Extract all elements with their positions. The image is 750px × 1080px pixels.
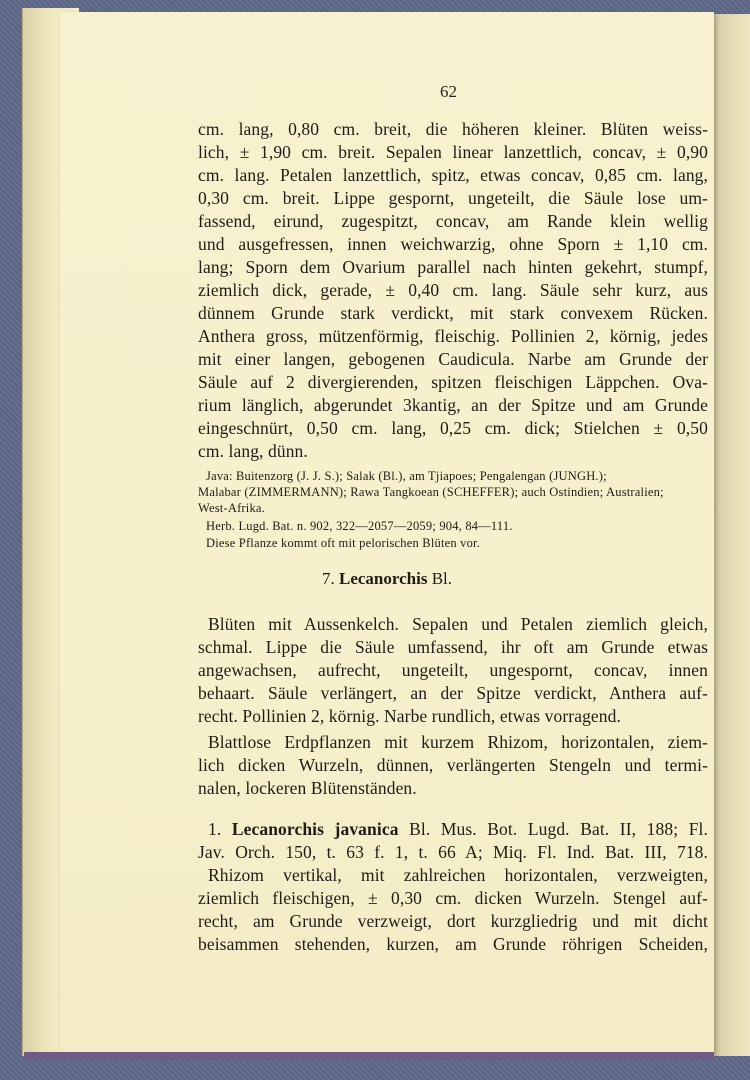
text-line: cm. lang. Petalen lanzettlich, spitz, etwas concav, 0,85 cm. lang, bbox=[198, 165, 708, 185]
herbarium-note: Herb. Lugd. Bat. n. 902, 322—2057—2059; 904, 84—111. bbox=[206, 519, 513, 533]
text-line: lich dicken Wurzeln, dünnen, verlängerten Stengeln und termi- bbox=[198, 755, 708, 775]
text-line: cm. lang, dünn. bbox=[198, 441, 308, 461]
text-line: dünnem Grunde stark verdickt, mit stark convexem Rücken. bbox=[198, 303, 708, 323]
text-line: Jav. Orch. 150, t. 63 f. 1, t. 66 A; Miq. Fl. Ind. Bat. III, 718. bbox=[198, 842, 708, 862]
page-number: 62 bbox=[440, 82, 457, 101]
species-number: 1. bbox=[208, 819, 232, 839]
text-line: und ausgefressen, innen weichwarzig, ohne Sporn ± 1,10 cm. bbox=[198, 234, 708, 254]
locality-note: Malabar (ZIMMERMANN); Rawa Tangkoean (SCHEFFER); auch Ostindien; Australien; bbox=[198, 485, 664, 499]
genus-author: Bl. bbox=[431, 569, 453, 588]
species-heading-line bbox=[208, 818, 708, 840]
text-line: ziemlich dick, gerade, ± 0,40 cm. lang. Säule sehr kurz, aus bbox=[198, 280, 708, 300]
genus-heading bbox=[0, 569, 750, 589]
locality-note: West-Afrika. bbox=[198, 501, 265, 515]
text-line: rium länglich, abgerundet 3kantig, an der Spitze und am Grunde bbox=[198, 395, 708, 415]
text-line: cm. lang, 0,80 cm. breit, die höheren kleiner. Blüten weiss- bbox=[198, 119, 708, 139]
genus-number: 7. bbox=[321, 569, 339, 588]
text-line: 0,30 cm. breit. Lippe gespornt, ungeteilt, die Säule lose um- bbox=[198, 188, 708, 208]
text-line: nalen, lockeren Blütenständen. bbox=[198, 778, 417, 798]
text-line: lang; Sporn dem Ovarium parallel nach hinten gekehrt, stumpf, bbox=[198, 257, 708, 277]
text-line: lich, ± 1,90 cm. breit. Sepalen linear lanzettlich, concav, ± 0,90 bbox=[198, 142, 708, 162]
locality-note: Java: Buitenzorg (J. J. S.); Salak (Bl.), am Tjiapoes; Pengalengan (JUNGH.); bbox=[206, 469, 607, 483]
text-line: angewachsen, aufrecht, ungeteilt, ungespornt, concav, innen bbox=[198, 660, 708, 680]
text-line: Anthera gross, mützenförmig, fleischig. Pollinien 2, körnig, jedes bbox=[198, 326, 708, 346]
text-line: fassend, eirund, zugespitzt, concav, am Rande klein wellig bbox=[198, 211, 708, 231]
text-line: behaart. Säule verlängert, an der Spitze verdickt, Anthera auf- bbox=[198, 683, 708, 703]
remark-note: Diese Pflanze kommt oft mit pelorischen Blüten vor. bbox=[206, 536, 481, 550]
page-bottom-edge bbox=[24, 1052, 714, 1060]
text-line: schmal. Lippe die Säule umfassend, ihr oft am Grunde etwas bbox=[198, 637, 708, 657]
species-reference: Bl. Mus. Bot. Lugd. Bat. II, 188; Fl. bbox=[409, 819, 708, 839]
text-line: mit einer langen, gebogenen Caudicula. Narbe am Grunde der bbox=[198, 349, 708, 369]
text-line: Säule auf 2 divergierenden, spitzen fleischigen Läppchen. Ova- bbox=[198, 372, 708, 392]
text-line: recht, am Grunde verzweigt, dort kurzgliedrig und mit dicht bbox=[198, 911, 708, 931]
text-line: Blüten mit Aussenkelch. Sepalen und Petalen ziemlich gleich, bbox=[208, 614, 708, 634]
text-line: eingeschnürt, 0,50 cm. lang, 0,25 cm. dick; Stielchen ± 0,50 bbox=[198, 418, 708, 438]
text-line: recht. Pollinien 2, körnig. Narbe rundlich, etwas vorragend. bbox=[198, 706, 621, 726]
text-line: Blattlose Erdpflanzen mit kurzem Rhizom, horizontalen, ziem- bbox=[208, 732, 708, 752]
genus-name: Lecanorchis bbox=[338, 569, 432, 588]
text-line: Rhizom vertikal, mit zahlreichen horizontalen, verzweigten, bbox=[208, 865, 708, 885]
text-line: ziemlich fleischigen, ± 0,30 cm. dicken Wurzeln. Stengel auf- bbox=[198, 888, 708, 908]
species-name: Lecanorchis javanica bbox=[231, 819, 410, 839]
text-line: beisammen stehenden, kurzen, am Grunde röhrigen Scheiden, bbox=[198, 934, 708, 954]
